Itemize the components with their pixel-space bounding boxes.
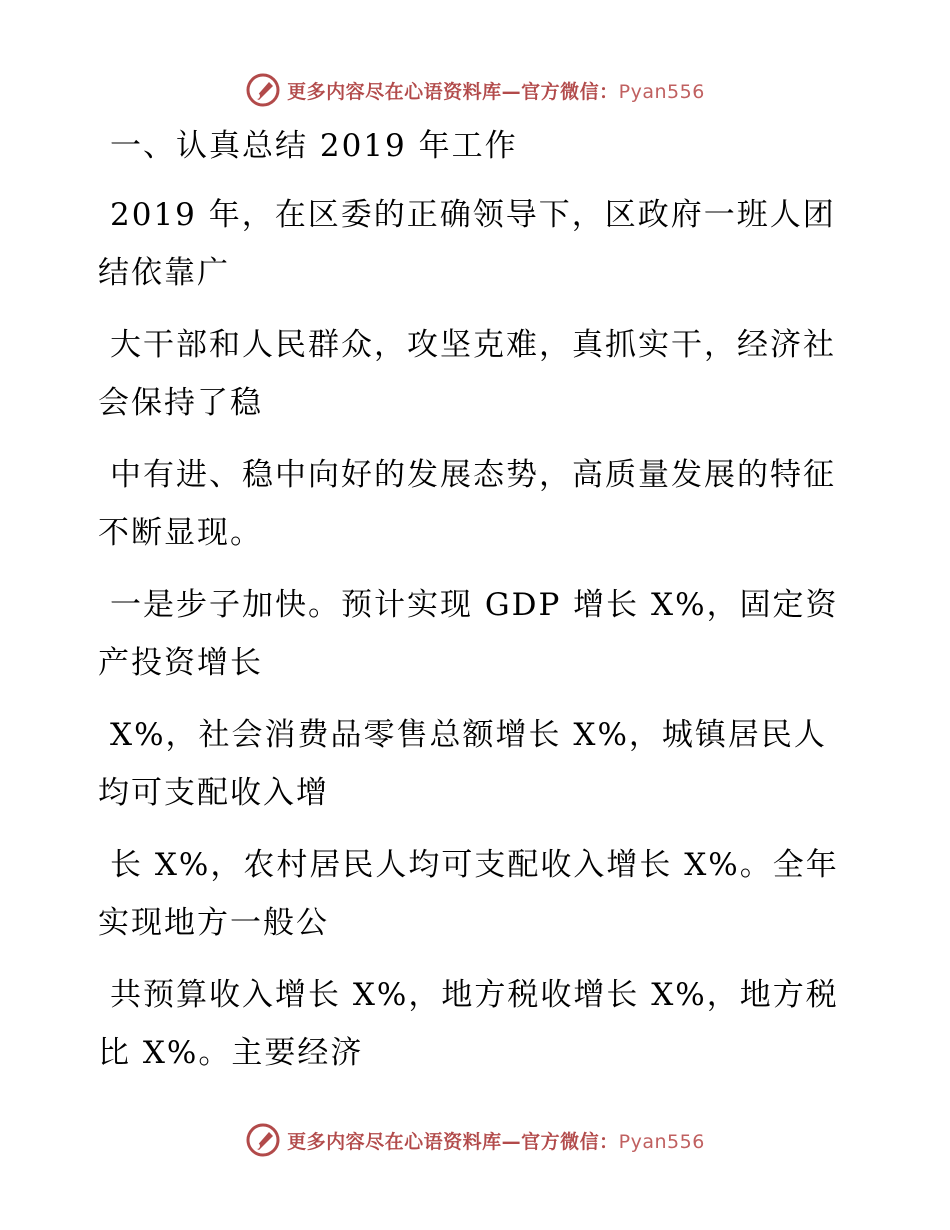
paragraph: 中有进、稳中向好的发展态势，高质量发展的特征不断显现。 [98,457,836,551]
paragraph: 大干部和人民群众，攻坚克难，真抓实干，经济社会保持了稳 [98,327,836,421]
watermark-wechat-id: Pyan556 [618,1130,705,1153]
paragraph: 一是步子加快。预计实现 GDP 增长 X%，固定资产投资增长 [98,587,839,681]
watermark-text: 更多内容尽在心语资料库—官方微信：Pyan556 [287,80,705,103]
header-watermark [0,70,950,110]
paragraph: 长 X%，农村居民人均可支配收入增长 X%。全年实现地方一般公 [98,847,839,941]
document-body [98,120,858,1096]
watermark-wechat-id: Pyan556 [618,80,705,103]
paragraph: 共预算收入增长 X%，地方税收增长 X%，地方税比 X%。主要经济 [98,977,839,1071]
watermark-text: 更多内容尽在心语资料库—官方微信：Pyan556 [287,1130,705,1153]
paragraph: 2019 年，在区委的正确领导下，区政府一班人团结依靠广 [98,197,836,291]
pen-logo-icon [245,72,281,108]
paragraph: X%，社会消费品零售总额增长 X%，城镇居民人均可支配收入增 [98,717,827,811]
pen-logo-icon [245,1122,281,1158]
footer-watermark [0,1120,950,1160]
section-heading: 一、认真总结 2019 年工作 [110,128,518,164]
